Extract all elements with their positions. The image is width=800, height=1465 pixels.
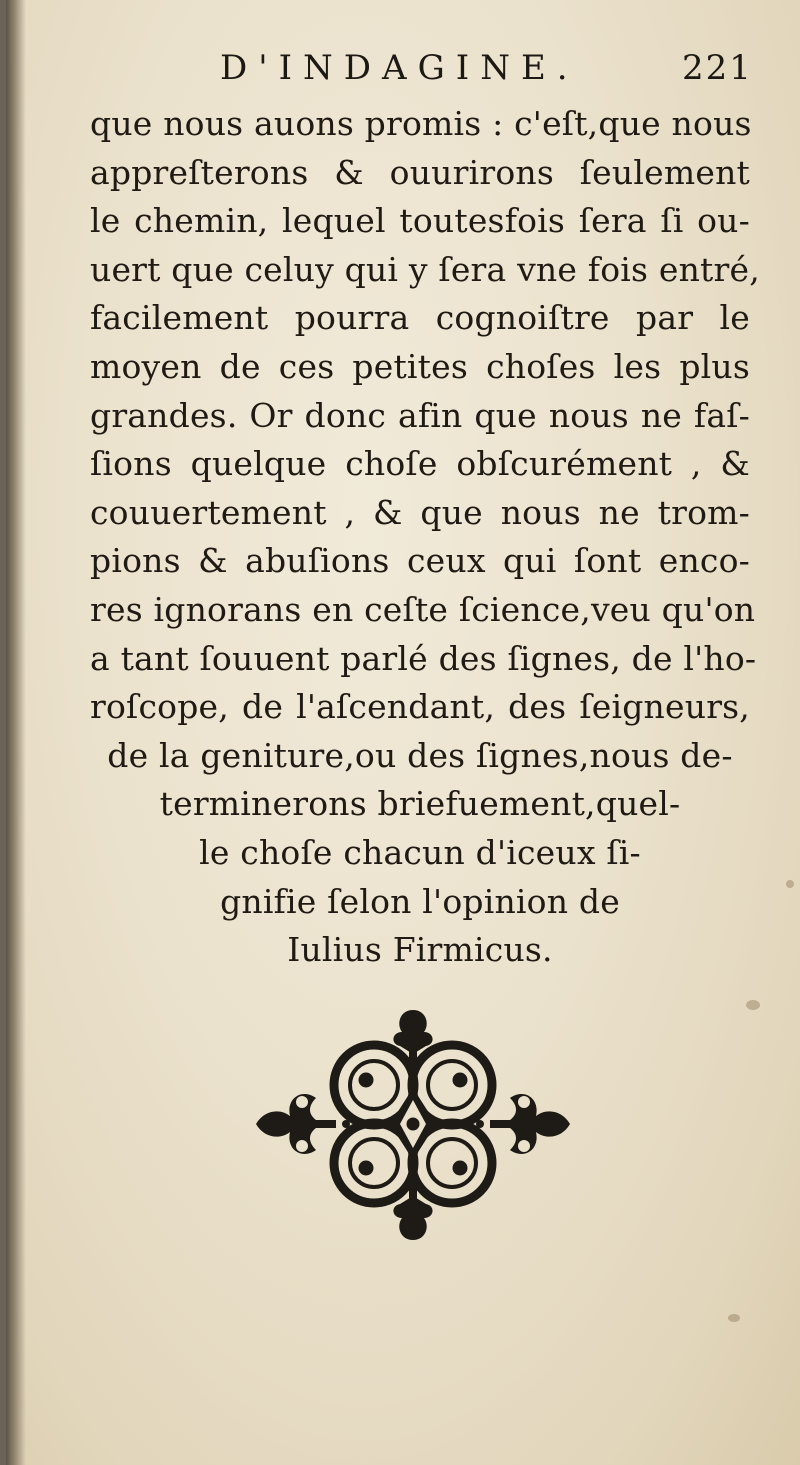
running-head: D'INDAGINE. xyxy=(220,48,579,88)
text-line: le chemin, lequel toutesfois ſera ſi ou- xyxy=(90,201,750,241)
text-line: gnifie ſelon l'opinion de xyxy=(220,881,620,921)
body-text xyxy=(90,100,760,975)
book-page xyxy=(6,0,800,1465)
text-line: grandes. Or donc afin que nous ne faſ- xyxy=(90,395,750,435)
text-line: a tant ſouuent parlé des ſignes, de l'ho- xyxy=(90,638,757,678)
page-header xyxy=(6,48,800,104)
text-line: couuertement , & que nous ne trom- xyxy=(90,492,750,532)
text-line: facilement pourra cognoiſtre par le xyxy=(90,298,750,338)
text-line: de la geniture,ou des ſignes,nous de- xyxy=(107,735,733,775)
text-line: moyen de ces petites choſes les plus xyxy=(90,346,750,386)
paper-stain xyxy=(728,1314,740,1322)
text-line: le choſe chacun d'iceux ſi- xyxy=(199,832,641,872)
text-line: Iulius Firmicus. xyxy=(287,930,553,970)
text-line: roſcope, de l'aſcendant, des ſeigneurs, xyxy=(90,687,750,727)
text-line: que nous auons promis : c'eſt,que nous xyxy=(90,104,752,143)
text-line: pions & abuſions ceux qui ſont enco- xyxy=(90,541,750,581)
page-number: 221 xyxy=(682,48,753,88)
text-line: appreſterons & ouurirons ſeulement xyxy=(90,152,750,192)
text-line: res ignorans en ceſte ſcience,veu qu'on xyxy=(90,589,756,629)
floral-fleuron-icon xyxy=(250,1002,576,1248)
page-gutter-shadow xyxy=(6,0,26,1465)
text-line: terminerons briefuement,quel- xyxy=(159,784,681,824)
text-line: uert que celuy qui y ſera vne fois entré, xyxy=(90,249,760,289)
text-line: ſions quelque choſe obſcurément , & xyxy=(90,444,750,484)
paper-stain xyxy=(746,1000,760,1010)
paper-stain xyxy=(786,880,794,888)
